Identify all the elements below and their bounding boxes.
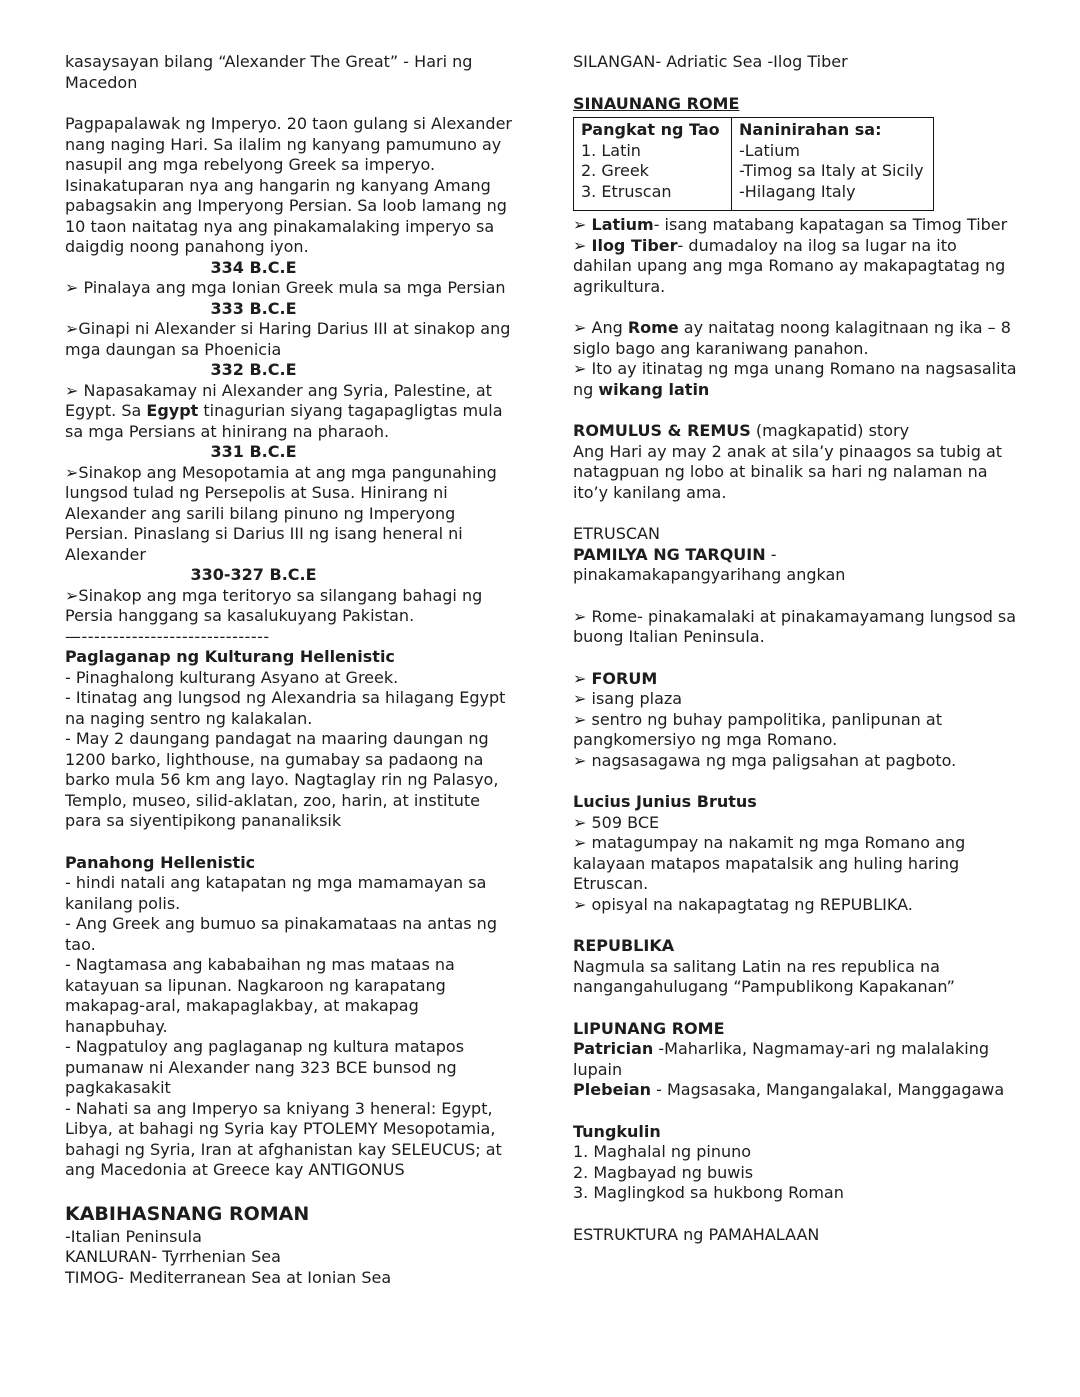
paragraph <box>573 1225 1018 1246</box>
paragraph <box>573 236 1018 298</box>
blank-line <box>65 832 512 853</box>
bold-text: Plebeian <box>573 1080 652 1099</box>
text: - dumadaloy na ilog sa lugar na ito dahilan upang ang mga Romano ay makapagtatag ng agrikultura. <box>573 235 1006 296</box>
text: pinakamakapangyarihang angkan <box>573 565 846 584</box>
text: ➢ Pinalaya ang mga Ionian Greek mula sa mga Persian <box>65 278 506 297</box>
bold-text: PAMILYA NG TARQUIN <box>573 544 766 564</box>
paragraph <box>65 668 512 689</box>
bold-text: Patrician <box>573 1039 654 1058</box>
bold-text: Panahong Hellenistic <box>65 852 256 872</box>
paragraph <box>65 1268 512 1289</box>
table-cell-line: 3. Etruscan <box>581 181 672 201</box>
section-heading <box>573 792 1018 813</box>
paragraph <box>573 1080 1018 1101</box>
text: -Maharlika, Nagmamay-ari ng malalaking lupain <box>573 1039 989 1079</box>
text: KANLURAN- Tyrrhenian Sea <box>65 1247 281 1266</box>
paragraph <box>573 1163 1018 1184</box>
text: ➢ sentro ng buhay pampolitika, panlipunan at pangkomersiyo ng mga Romano. <box>573 709 942 749</box>
date-heading <box>65 565 512 586</box>
paragraph <box>65 463 512 566</box>
text: —------------------------------ <box>65 626 270 646</box>
text: - <box>765 544 777 564</box>
bold-text: FORUM <box>591 668 658 688</box>
blank-line <box>573 586 1018 607</box>
bold-text: 332 B.C.E <box>210 360 297 379</box>
paragraph <box>573 318 1018 359</box>
text: Nagmula sa salitang Latin na res republica na nangangahulugang “Pampublikong Kapakanan” <box>573 956 955 996</box>
text: ➢Ginapi ni Alexander si Haring Darius III at sinakop ang mga daungan sa Phoenicia <box>65 319 511 359</box>
text: TIMOG- Mediterranean Sea at Ionian Sea <box>65 1267 392 1287</box>
blank-line <box>573 73 1018 94</box>
text: - Nahati sa ang Imperyo sa kniyang 3 heneral: Egypt, Libya, at bahagi ng Syria kay PTOLEMY Mesopotamia, bahagi ng Syria, Iran at afghanistan kay SELEUCUS; at ang Macedonia at Greece kay ANTIGONUS <box>65 1098 502 1179</box>
bold-text: Tungkulin <box>573 1121 661 1141</box>
table-cell <box>574 118 732 211</box>
paragraph <box>573 215 1018 236</box>
text: (magkapatid) story <box>750 421 910 440</box>
text: ➢ Ang <box>573 318 628 337</box>
text: 2. Magbayad ng buwis <box>573 1162 754 1182</box>
text: ESTRUKTURA ng PAMAHALAAN <box>573 1224 820 1244</box>
blank-line <box>573 915 1018 936</box>
date-heading <box>65 442 512 463</box>
paragraph <box>573 710 1018 751</box>
ancient-rome-table <box>573 117 1018 211</box>
paragraph <box>573 833 1018 895</box>
paragraph <box>65 1227 512 1248</box>
text: ➢ <box>573 215 592 234</box>
paragraph <box>573 52 1018 73</box>
text: ➢ matagumpay na nakamit ng mga Romano ang kalayaan matapos mapatalsik ang huling haring Etruscan. <box>573 833 966 893</box>
text: ➢ Napasakamay ni Alexander ang Syria, Palestine, at Egypt. Sa <box>65 380 492 420</box>
paragraph <box>65 319 512 360</box>
paragraph <box>573 1142 1018 1163</box>
bold-text: Rome <box>627 318 679 337</box>
date-heading <box>65 258 512 279</box>
text: Ang Hari ay may 2 anak at sila’y pinaagos sa tubig at natagpuan ng lobo at binalik sa hari ng nalaman na ito’y kanilang ama. <box>573 441 1003 502</box>
text: 1. Maghalal ng pinuno <box>573 1142 752 1161</box>
paragraph <box>573 565 1018 586</box>
paragraph <box>65 114 512 258</box>
blank-line <box>573 1101 1018 1122</box>
blank-line <box>573 297 1018 318</box>
table-cell-line: -Timog sa Italy at Sicily <box>739 161 924 180</box>
table-cell-line: 1. Latin <box>581 140 641 160</box>
paragraph <box>65 52 512 93</box>
paragraph <box>573 669 1018 690</box>
paragraph <box>573 607 1018 648</box>
section-heading <box>65 853 512 874</box>
bold-text: 331 B.C.E <box>210 442 297 461</box>
text: ➢ opisyal na nakapagtatag ng REPUBLIKA. <box>573 894 913 914</box>
blank-line <box>65 1181 512 1202</box>
bold-text: LIPUNANG ROME <box>573 1018 725 1038</box>
left-column <box>65 52 512 1288</box>
paragraph <box>573 421 1018 442</box>
table-column-header: Naninirahan sa: <box>739 120 882 139</box>
bold-text: Paglaganap ng Kulturang Hellenistic <box>65 647 395 666</box>
paragraph <box>573 524 1018 545</box>
paragraph <box>65 278 512 299</box>
table-cell-line: -Latium <box>739 140 800 160</box>
paragraph <box>573 1183 1018 1204</box>
blank-line <box>65 93 512 114</box>
text: ay naitatag noong kalagitnaan ng ika – 8 siglo bago ang karaniwang panahon. <box>573 318 1011 358</box>
text: - May 2 daungang pandagat na maaring daungan ng 1200 barko, lighthouse, na gumabay sa padaong na barko mula 56 km ang layo. Nagtaglay rin ng Palasyo, Templo, museo, silid-aklatan, zoo, harin, at institute para sa siyentipikong pananaliksik <box>65 729 499 830</box>
bold-text: KABIHASNANG ROMAN <box>65 1202 310 1225</box>
paragraph <box>65 729 512 832</box>
bold-text: 330-327 B.C.E <box>190 565 317 584</box>
blank-line <box>573 1204 1018 1225</box>
text: ➢ isang plaza <box>573 689 683 708</box>
right-column <box>573 52 1018 1288</box>
paragraph <box>573 895 1018 916</box>
paragraph <box>65 688 512 729</box>
paragraph <box>65 873 512 914</box>
blank-line <box>573 648 1018 669</box>
table <box>573 117 934 211</box>
bold-text: Ilog Tiber <box>591 235 678 255</box>
paragraph <box>573 813 1018 834</box>
text: - Pinaghalong kulturang Asyano at Greek. <box>65 667 399 687</box>
text: - Nagpatuloy ang paglaganap ng kultura matapos pumanaw ni Alexander nang 323 BCE bunsod ng pagkakasakit <box>65 1037 465 1097</box>
bold-text: REPUBLIKA <box>573 936 675 955</box>
text: - isang matabang kapatagan sa Timog Tiber <box>653 215 1008 234</box>
bold-text: ROMULUS & REMUS <box>573 421 751 440</box>
paragraph <box>65 955 512 1037</box>
text: -Italian Peninsula <box>65 1226 202 1246</box>
date-heading <box>65 360 512 381</box>
section-heading <box>573 936 1018 957</box>
blank-line <box>573 998 1018 1019</box>
paragraph <box>65 1247 512 1268</box>
bold-text: wikang latin <box>598 379 710 399</box>
text: - Itinatag ang lungsod ng Alexandria sa hilagang Egypt na naging sentro ng kalakalan. <box>65 688 506 728</box>
bold-text: Latium <box>591 215 654 234</box>
table-column-header: Pangkat ng Tao <box>581 120 720 139</box>
bold-text: 334 B.C.E <box>210 257 297 277</box>
section-heading <box>573 1019 1018 1040</box>
paragraph <box>573 1039 1018 1080</box>
date-heading <box>65 299 512 320</box>
text: 3. Maglingkod sa hukbong Roman <box>573 1183 844 1202</box>
text: - hindi natali ang katapatan ng mga mamamayan sa kanilang polis. <box>65 873 487 913</box>
paragraph <box>573 545 1018 566</box>
section-heading-large <box>65 1202 512 1227</box>
divider-line <box>65 627 512 648</box>
paragraph <box>573 689 1018 710</box>
text: ➢ Ito ay itinatag ng mga unang Romano na nagsasalita ng <box>573 359 1017 399</box>
text: ➢Sinakop ang mga teritoryo sa silangang bahagi ng Persia hanggang sa kasalukuyang Pakistan. <box>65 585 483 625</box>
paragraph <box>65 1099 512 1181</box>
blank-line <box>573 503 1018 524</box>
text: SILANGAN- Adriatic Sea -Ilog Tiber <box>573 52 848 71</box>
paragraph <box>573 751 1018 772</box>
bold-text: Egypt <box>146 401 199 420</box>
paragraph <box>65 914 512 955</box>
text: - Ang Greek ang bumuo sa pinakamataas na antas ng tao. <box>65 914 497 954</box>
blank-line <box>573 400 1018 421</box>
text: ETRUSCAN <box>573 524 660 543</box>
text: kasaysayan bilang “Alexander The Great” - Hari ng Macedon <box>65 52 473 92</box>
paragraph <box>65 586 512 627</box>
text: - Magsasaka, Mangangalakal, Manggagawa <box>651 1080 1005 1099</box>
text: tinagurian siyang tagapagligtas mula sa mga Persians at hinirang na pharaoh. <box>65 401 503 441</box>
section-heading-underlined <box>573 94 1018 115</box>
text: ➢ nagsasagawa ng mga paligsahan at pagboto. <box>573 750 957 770</box>
blank-line <box>573 771 1018 792</box>
bold-text: 333 B.C.E <box>210 298 297 318</box>
text: ➢ <box>573 668 592 688</box>
bold-text: SINAUNANG ROME <box>573 93 740 113</box>
text: ➢ 509 BCE <box>573 812 660 832</box>
text: ➢Sinakop ang Mesopotamia at ang mga pangunahing lungsod tulad ng Persepolis at Susa. Hinirang ni Alexander ang sarili bilang pinuno ng Imperyong Persian. Pinaslang si Darius III ng isang heneral ni Alexander <box>65 462 497 564</box>
table-cell-line: 2. Greek <box>581 161 649 180</box>
paragraph <box>573 359 1018 400</box>
table-cell <box>732 118 934 211</box>
text: Pagpapalawak ng Imperyo. 20 taon gulang si Alexander nang naging Hari. Sa ilalim ng kanyang pamumuno ay nasupil ang mga rebelyong Greek sa imperyo. Isinakatuparan nya ang hangarin ng kanyang Amang pabagsakin ang Imperyong Persian. Sa loob lamang ng 10 taon naitatag nya ang pinakamalaking imperyo sa daigdig noong panahong iyon. <box>65 114 512 256</box>
text: - Nagtamasa ang kababaihan ng mas mataas na katayuan sa lipunan. Nagkaroon ng karapatang makapag-aral, makapaglakbay, at makapag hanapbuhay. <box>65 955 455 1036</box>
paragraph <box>65 1037 512 1099</box>
bold-text: Lucius Junius Brutus <box>573 792 757 811</box>
text: ➢ Rome- pinakamalaki at pinakamayamang lungsod sa buong Italian Peninsula. <box>573 606 1017 646</box>
section-heading <box>65 647 512 668</box>
paragraph <box>573 957 1018 998</box>
text: ➢ <box>573 235 592 255</box>
section-heading <box>573 1122 1018 1143</box>
paragraph <box>65 381 512 443</box>
table-cell-line: -Hilagang Italy <box>739 181 856 201</box>
paragraph <box>573 442 1018 504</box>
